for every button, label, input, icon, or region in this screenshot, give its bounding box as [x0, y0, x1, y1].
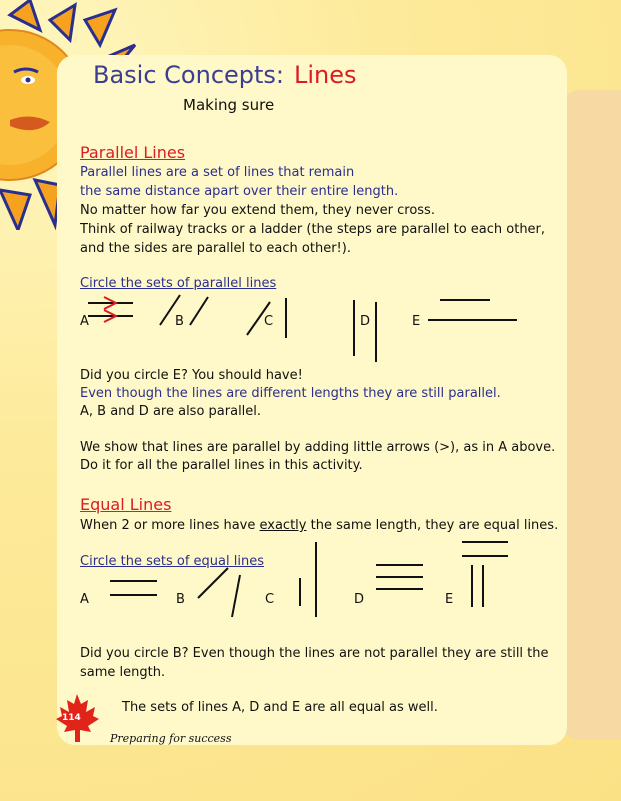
page-title: Basic Concepts: Lines	[93, 61, 357, 89]
parallel-answer-line1: Did you circle E? You should have!	[80, 368, 303, 383]
equal-label-b: B	[176, 592, 185, 607]
parallel-definition-line1: Parallel lines are a set of lines that remain	[80, 165, 355, 180]
equal-answer-line2: same length.	[80, 665, 166, 680]
page-subtitle: Making sure	[183, 96, 275, 114]
page-title-accent: Lines	[294, 61, 357, 89]
parallel-label-e: E	[412, 314, 421, 329]
footer-caption: Preparing for success	[110, 732, 232, 745]
equal-definition: When 2 or more lines have exactly the same length, they are equal lines.	[80, 518, 559, 533]
parallel-text-line5: and the sides are parallel to each other!).	[80, 241, 351, 256]
equal-label-c: C	[265, 592, 275, 607]
parallel-text-line4: Think of railway tracks or a ladder (the steps are parallel to each other,	[80, 222, 546, 237]
parallel-label-b: B	[175, 314, 184, 329]
parallel-note-line1: We show that lines are parallel by adding little arrows (>), as in A above.	[80, 440, 556, 455]
parallel-answer-line3: A, B and D are also parallel.	[80, 404, 262, 419]
equal-instruction: Circle the sets of equal lines	[80, 554, 264, 569]
equal-definition-emphasis: exactly	[259, 518, 307, 533]
parallel-text-line3: No matter how far you extend them, they never cross.	[80, 203, 435, 218]
equal-label-a: A	[80, 592, 89, 607]
parallel-answer-line2: Even though the lines are different lengths they are still parallel.	[80, 386, 501, 401]
page-number: 114	[62, 713, 81, 723]
parallel-note-line2: Do it for all the parallel lines in this activity.	[80, 458, 363, 473]
equal-heading: Equal Lines	[80, 495, 172, 514]
equal-label-e: E	[445, 592, 454, 607]
parallel-instruction: Circle the sets of parallel lines	[80, 276, 277, 291]
parallel-heading: Parallel Lines	[80, 143, 186, 162]
equal-answer-line1: Did you circle B? Even though the lines are not parallel they are still the	[80, 646, 549, 661]
parallel-label-d: D	[360, 314, 371, 329]
parallel-label-c: C	[264, 314, 274, 329]
parallel-definition-line2: the same distance apart over their entire length.	[80, 184, 399, 199]
equal-label-d: D	[354, 592, 365, 607]
parallel-label-a: A	[80, 314, 89, 329]
equal-answer-line3: The sets of lines A, D and E are all equal as well.	[122, 700, 438, 715]
